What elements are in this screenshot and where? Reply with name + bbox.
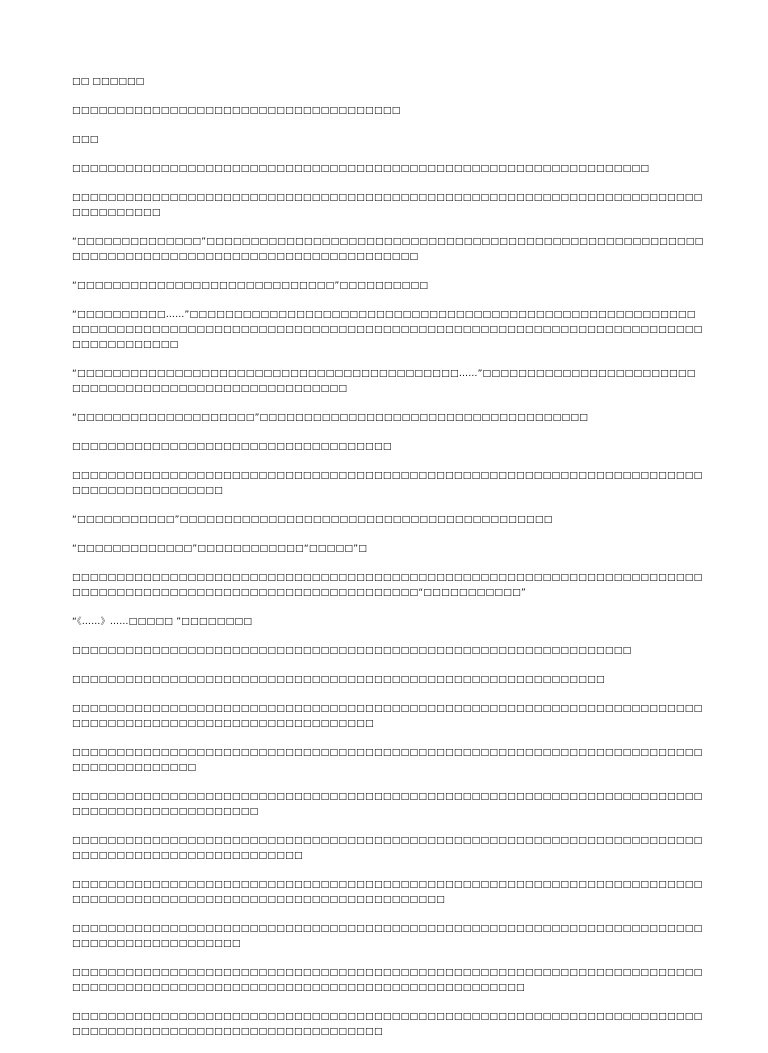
paragraph: □□□□□□□□□□□□□□□□□□□□□□□□□□□□□□□□□□□□□□□□□□□□□□□□□□□□□□□□□□□□□□□□□□□□□□□□□□□□□□□□□□□□□□□□□□□□ [72, 791, 703, 817]
paragraph: “□□□□□□□□□□□□□”□□□□□□□□□□□□“□□□□□”□ [72, 543, 368, 554]
paragraph: □□□□□□□□□□□□□□□□□□□□□□□□□□□□□□□□□□□□□□□□□□□□□□□□□□□□□□□□□□□□ [72, 674, 605, 685]
document-body [72, 74, 704, 1053]
paragraph: □□□□□□□□□□□□□□□□□□□□□□□□□□□□□□□□□□□□□□□□□□□□□□□□□□□□□□□□□□□□□□□□□□□□□□□□□□□□□□□□□□□□□□□□ [72, 470, 703, 496]
paragraph: □□□□□□□□□□□□□□□□□□□□□□□□□□□□□□□□□□□□□□□□□□□□□□□□□□□□□□□□□□□□□□□□□□□□□□□□□□□□□□□□□□□□□□□□□□□□□□□□□□□□□□□□□□□□□□□□□□□□□□□□□□ [72, 967, 703, 993]
paragraph: □□□□□□□□□□□□□□□□□□□□□□□□□□□□□□□□□□□□□ [72, 105, 401, 116]
paragraph: □□□□□□□□□□□□□□□□□□□□□□□□□□□□□□□□□□□□□□□□□□□□□□□□□□□□□□□□□□□□□□□□□□□□□□□□□□□□□□□□□□□□□ [72, 747, 703, 773]
paragraph: □□□□□□□□□□□□□□□□□□□□□□□□□□□□□□□□□□□□ [72, 441, 392, 452]
paragraph: □□□□□□□□□□□□□□□□□□□□□□□□□□□□□□□□□□□□□□□□□□□□□□□□□□□□□□□□□□□□□□□□□□□□□□□□□□□□□□□□□□□□□□□□□□□□□□□□□□□□□□□□□□□□□□“□□□□□□□□□□□” [72, 572, 703, 598]
paragraph: “□□□□□□□□□□□□□□□□□□□□□□□□□□□□□”□□□□□□□□□□ [72, 280, 429, 291]
paragraph: “□□□□□□□□□□……”□□□□□□□□□□□□□□□□□□□□□□□□□□□□□□□□□□□□□□□□□□□□□□□□□□□□□□□□□□□□□□□□□□□□□□□□□□□□□□□□□□□□□□□□□□□□□□□□□□□□□□□□□□□□□□□□□□□□□□□□□□□□□□□□□□□□□□□□□□□□ [72, 309, 703, 350]
paragraph: □□□□□□□□□□□□□□□□□□□□□□□□□□□□□□□□□□□□□□□□□□□□□□□□□□□□□□□□□□□□□□□□□ [72, 163, 650, 174]
paragraph: □□□□□□□□□□□□□□□□□□□□□□□□□□□□□□□□□□□□□□□□□□□□□□□□□□□□□□□□□□□□□□□□□□□□□□□□□□□□□□□□□□□□□□□□□□□□□□□□□ [72, 835, 703, 861]
paragraph: “《……》……□□□□□ ”□□□□□□□□ [72, 616, 253, 627]
paragraph: □□□□□□□□□□□□□□□□□□□□□□□□□□□□□□□□□□□□□□□□□□□□□□□□□□□□□□□□□□□□□□□□□□□□□□□□□□□□□□□□□□□□□□□□□□□□□□□□□□□□□□□□□□ [72, 1011, 703, 1037]
paragraph: □□□□□□□□□□□□□□□□□□□□□□□□□□□□□□□□□□□□□□□□□□□□□□□□□□□□□□□□□□□□□□□□□□□□□□□□□□□□□□□□□□□□□□□□□□ [72, 923, 703, 949]
paragraph: □□□□□□□□□□□□□□□□□□□□□□□□□□□□□□□□□□□□□□□□□□□□□□□□□□□□□□□□□□□□□□□ [72, 645, 632, 656]
document-heading: □□ □□□□□□ [72, 76, 145, 87]
paragraph: “□□□□□□□□□□□□□□□□□□□□□□□□□□□□□□□□□□□□□□□□□□□……”□□□□□□□□□□□□□□□□□□□□□□□□□□□□□□□□□□□□□□□□□□□□□□□□□□□□□□□ [72, 368, 696, 394]
paragraph: “□□□□□□□□□□□”□□□□□□□□□□□□□□□□□□□□□□□□□□□□□□□□□□□□□□□□□□ [72, 514, 553, 525]
paragraph: □□□□□□□□□□□□□□□□□□□□□□□□□□□□□□□□□□□□□□□□□□□□□□□□□□□□□□□□□□□□□□□□□□□□□□□□□□□□□□□□□□□□□□□□□□□□□□□□□□□□□□□□□ [72, 703, 703, 729]
paragraph: “□□□□□□□□□□□□□□□□□□□□”□□□□□□□□□□□□□□□□□□□□□□□□□□□□□□□□□□□□□ [72, 412, 589, 423]
paragraph: □□□ [72, 134, 99, 145]
paragraph: “□□□□□□□□□□□□□□”□□□□□□□□□□□□□□□□□□□□□□□□□□□□□□□□□□□□□□□□□□□□□□□□□□□□□□□□□□□□□□□□□□□□□□□□□□□□□□□□□□□□□□□□□□□□□□□ [72, 236, 704, 262]
paragraph: □□□□□□□□□□□□□□□□□□□□□□□□□□□□□□□□□□□□□□□□□□□□□□□□□□□□□□□□□□□□□□□□□□□□□□□□□□□□□□□□□ [72, 192, 703, 218]
paragraph: □□□□□□□□□□□□□□□□□□□□□□□□□□□□□□□□□□□□□□□□□□□□□□□□□□□□□□□□□□□□□□□□□□□□□□□□□□□□□□□□□□□□□□□□□□□□□□□□□□□□□□□□□□□□□□□□□ [72, 879, 703, 905]
paragraph-list [72, 103, 704, 1039]
